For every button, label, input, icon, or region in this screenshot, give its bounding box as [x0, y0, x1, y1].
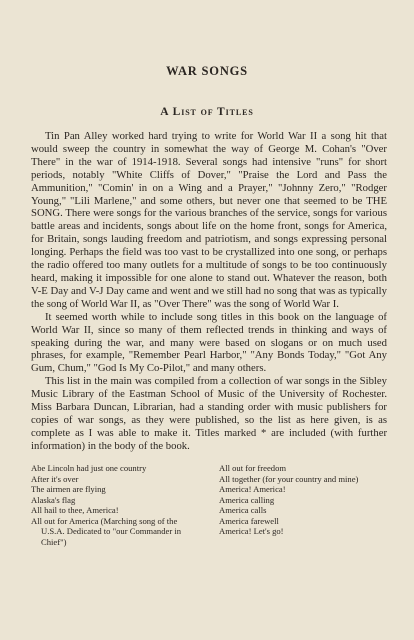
body-text — [31, 130, 387, 453]
paragraph-intro: Tin Pan Alley worked hard trying to write for World War II a song hit that would sweep the country in somewhat the way of George M. Cohan's "Over There" in the war of 1914-1918. Several songs had intensive "runs" for short periods, notably "White Cliffs of Dover," "Praise the Lord and Pass the Ammunition," "Comin' in on a Wing and a Prayer," "Johnny Zero," "Rodger Young," "Lili Marlene," and some others, but never one that seemed to be THE SONG. There were songs for the various branches of the service, songs for various battle areas and incidents, songs about life on the home front, songs for America, for Britain, songs lauding freedom and patriotism, and songs expressing personal longing. Perhaps the field was too vast to be crystallized into one song, or perhaps the radio offered too many outlets for a multitude of songs to be too continuously heard, making it impossible for one alone to stand out. Whatever the reason, both V-E Day and V-J Day came and went and we still had no song that was as typically the song of World War II, as "Over There" was the song of World War I. — [31, 130, 387, 310]
song-title: Alaska's flag — [31, 494, 76, 505]
song-list-left-column — [31, 463, 191, 547]
song-title: After it's over — [31, 473, 79, 484]
song-title: The airmen are flying — [31, 484, 106, 494]
song-title: All together (for your country and mine) — [219, 473, 359, 484]
chapter-title: WAR SONGS — [166, 64, 248, 78]
paragraph-reasoning: It seemed worth while to include song titles in this book on the language of World War II, since so many of them reflected trends in thinking and ways of speaking during the war, and many were based on slogans or on much used phrases, for example, "Remember Pearl Harbor," "Any Bonds Today," "Got Any Gum, Chum," "God Is My Co-Pilot," and many others. — [31, 310, 387, 375]
song-title: America farewell — [219, 515, 279, 526]
song-title: All hail to thee, America! — [31, 505, 119, 515]
song-title: America calls — [219, 505, 267, 515]
song-title: All out for freedom — [219, 463, 287, 473]
song-title: All out for America (Marching song of the U.S.A. Dedicated to "our Commander in Chief") — [31, 515, 182, 547]
song-title-list — [31, 463, 387, 547]
song-title: America! America! — [219, 484, 286, 494]
section-subtitle: A List of Titles — [160, 106, 254, 118]
song-title: America calling — [219, 494, 275, 505]
song-title: America! Let's go! — [219, 526, 284, 536]
paragraph-sources: This list in the main was compiled from a collection of war songs in the Sibley Music Library of the Eastman School of Music of the University of Rochester. Miss Barbara Duncan, Librarian, had a standing order with music publishers for copies of war songs, as they were published, so the list as here given, is as complete as I was able to make it. Titles marked * are included (with further information) in the body of the book. — [31, 375, 387, 452]
song-title: Abe Lincoln had just one country — [31, 463, 147, 473]
song-list-right-column — [219, 463, 387, 547]
